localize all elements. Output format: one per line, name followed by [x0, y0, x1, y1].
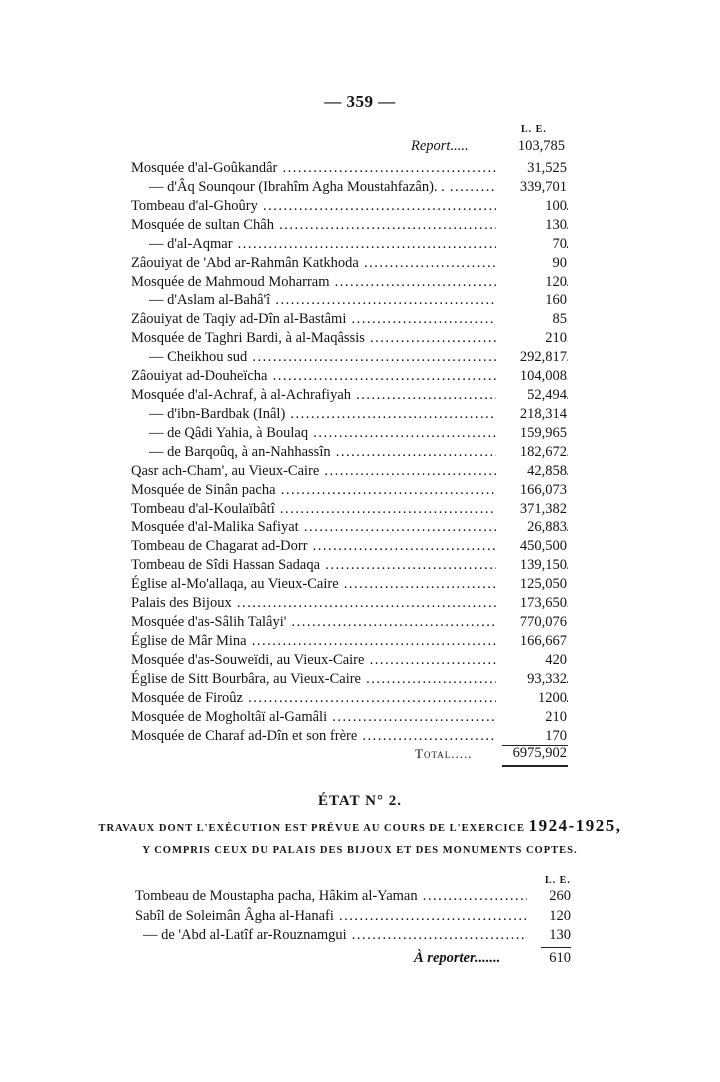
ledger-row — [131, 670, 568, 689]
ledger-label: Mosquée de Firoûz ..... — [131, 689, 568, 708]
ledger-label: Tombeau de Chagarat ad-Dorr ..... — [131, 537, 568, 556]
ledger-amount: 210 — [496, 329, 567, 348]
ledger-row — [131, 443, 568, 462]
page-number: — 359 — — [324, 92, 396, 111]
ledger-row — [131, 405, 568, 424]
ledger-amount: 85 — [496, 310, 567, 329]
report-label: Report..... — [411, 138, 469, 154]
ledger-amount: 166,667 — [496, 632, 567, 651]
ledger-label: — de Barqoûq, à an-Nahhassîn ..... — [131, 443, 568, 462]
total-double-rule — [502, 765, 568, 767]
ledger-label: Mosquée de Sinân pacha ..... — [131, 481, 568, 500]
ledger-row — [131, 329, 568, 348]
ledger-row — [131, 689, 568, 708]
state-caption-year: 1924-1925, — [528, 816, 622, 835]
ledger-label: Mosquée d'as-Sâlih Talâyi' ..... — [131, 613, 568, 632]
ledger-amount: 182,672 — [496, 443, 567, 462]
ledger-amount: 31,525 — [496, 159, 567, 178]
ledger-label: Qasr ach-Cham', au Vieux-Caire ..... — [131, 462, 568, 481]
ledger-row — [131, 310, 568, 329]
ledger-label: Sabîl de Soleimân Âgha al-Hanafi ..... — [135, 907, 571, 926]
ledger-label: Zâouiyat ad-Douheïcha ..... — [131, 367, 568, 386]
ledger-label: Mosquée de sultan Châh ..... — [131, 216, 568, 235]
ledger-label: Palais des Bijoux ..... — [131, 594, 568, 613]
ledger-amount: 173,650 — [496, 594, 567, 613]
ledger-label: Église de Mâr Mina ..... — [131, 632, 568, 651]
carry-rule — [541, 947, 571, 948]
ledger-amount: 93,332 — [496, 670, 567, 689]
ledger-amount: 26,883 — [496, 518, 567, 537]
ledger-amount: 130 — [527, 926, 571, 945]
ledger-row — [131, 708, 568, 727]
ledger-label: Mosquée de Mahmoud Moharram ..... — [131, 273, 568, 292]
ledger-amount: 770,076 — [496, 613, 567, 632]
state-caption-line-1 — [0, 816, 720, 836]
ledger-amount: 125,050 — [496, 575, 567, 594]
ledger-label: Mosquée de Taghri Bardi, à al-Maqâssis ..... — [131, 329, 568, 348]
state-title: ÉTAT N° 2. — [318, 793, 402, 809]
ledger-amount: 120 — [527, 907, 571, 926]
ledger-label: — d'al-Aqmar ..... — [131, 235, 568, 254]
ledger-label: Tombeau d'al-Koulaïbâtî ..... — [131, 500, 568, 519]
ledger-label: Tombeau d'al-Ghoûry ..... — [131, 197, 568, 216]
ledger-label: Église al-Mo'allaqa, au Vieux-Caire ..... — [131, 575, 568, 594]
ledger-amount: 218,314 — [496, 405, 567, 424]
ledger-row — [131, 291, 568, 310]
ledger-label: — Cheikhou sud ..... — [131, 348, 568, 367]
ledger-amount: 120 — [496, 273, 567, 292]
ledger-row — [131, 235, 568, 254]
ledger-row — [135, 887, 571, 906]
ledger-amount: 100 — [496, 197, 567, 216]
ledger-row — [131, 178, 568, 197]
ledger-row — [131, 518, 568, 537]
ledger-label: Tombeau de Sîdi Hassan Sadaqa ..... — [131, 556, 568, 575]
ledger-amount: 42,858 — [496, 462, 567, 481]
ledger-row — [131, 386, 568, 405]
ledger-row — [131, 254, 568, 273]
ledger-label: Mosquée de Charaf ad-Dîn et son frère ..... — [131, 727, 568, 746]
ledger-label: Zâouiyat de Taqiy ad-Dîn al-Bastâmi ..... — [131, 310, 568, 329]
ledger-amount: 170 — [496, 727, 567, 746]
ledger-row — [131, 216, 568, 235]
ledger-row — [131, 727, 568, 746]
ledger-amount: 104,008 — [496, 367, 567, 386]
ledger-label: Mosquée d'al-Goûkandâr ..... — [131, 159, 568, 178]
total-value: 6975,902 — [512, 745, 567, 761]
ledger-amount: 450,500 — [496, 537, 567, 556]
ledger-amount: 371,382 — [496, 500, 567, 519]
carry-label: À reporter....... — [414, 950, 501, 966]
ledger-row — [131, 632, 568, 651]
ledger-amount: 90 — [496, 254, 567, 273]
ledger-row — [131, 424, 568, 443]
ledger-row — [131, 159, 568, 178]
ledger-label: Tombeau de Moustapha pacha, Hâkim al-Yaman ..... — [135, 887, 571, 906]
ledger-row — [131, 556, 568, 575]
ledger-amount: 70 — [496, 235, 567, 254]
ledger-label: Mosquée d'as-Souweïdi, au Vieux-Caire ..... — [131, 651, 568, 670]
unit-header-2: L. E. — [545, 875, 571, 886]
ledger-row — [131, 273, 568, 292]
ledger-amount: 166,073 — [496, 481, 567, 500]
report-value: 103,785 — [517, 138, 565, 154]
ledger-row — [131, 348, 568, 367]
ledger-row — [135, 907, 571, 926]
ledger-row — [135, 926, 571, 945]
total-label: Total..... — [415, 746, 473, 761]
ledger-row — [131, 197, 568, 216]
ledger-amount: 52,494 — [496, 386, 567, 405]
ledger-amount: 420 — [496, 651, 567, 670]
ledger-amount: 1200 — [496, 689, 567, 708]
ledger-label: — d'Aslam al-Bahâ'î ..... — [131, 291, 568, 310]
ledger-label: Église de Sitt Bourbâra, au Vieux-Caire ..... — [131, 670, 568, 689]
ledger-label: — d'Âq Sounqour (Ibrahîm Agha Moustahfazân). . ..... — [131, 178, 568, 197]
ledger-row — [131, 594, 568, 613]
ledger-label: Mosquée de Mogholtâï al-Gamâli ..... — [131, 708, 568, 727]
carry-value: 610 — [549, 950, 571, 966]
unit-header: L. E. — [521, 124, 547, 135]
ledger-label: — de 'Abd al-Latîf ar-Rouznamgui ..... — [135, 926, 571, 945]
ledger-row — [131, 537, 568, 556]
ledger-amount: 210 — [496, 708, 567, 727]
state-caption-line-2: Y COMPRIS CEUX DU PALAIS DES BIJOUX ET DES MONUMENTS COPTES. — [142, 845, 578, 856]
ledger-row — [131, 651, 568, 670]
ledger-row — [131, 613, 568, 632]
ledger-row — [131, 500, 568, 519]
ledger-amount: 139,150 — [496, 556, 567, 575]
ledger-label: Mosquée d'al-Malika Safiyat ..... — [131, 518, 568, 537]
state-caption-text: TRAVAUX DONT L'EXÉCUTION EST PRÉVUE AU COURS DE L'EXERCICE — [98, 823, 525, 834]
ledger-amount: 160 — [496, 291, 567, 310]
ledger-label: — d'ibn-Bardbak (Inâl) ..... — [131, 405, 568, 424]
ledger-amount: 130 — [496, 216, 567, 235]
ledger-label: — de Qâdi Yahia, à Boulaq ..... — [131, 424, 568, 443]
ledger-row — [131, 462, 568, 481]
ledger-amount: 260 — [527, 887, 571, 906]
ledger-amount: 292,817 — [496, 348, 567, 367]
ledger-label: Mosquée d'al-Achraf, à al-Achrafiyah ..... — [131, 386, 568, 405]
ledger-label: Zâouiyat de 'Abd ar-Rahmân Katkhoda ..... — [131, 254, 568, 273]
ledger-row — [131, 367, 568, 386]
ledger-amount: 339,701 — [496, 178, 567, 197]
ledger-amount: 159,965 — [496, 424, 567, 443]
ledger-row — [131, 481, 568, 500]
ledger-row — [131, 575, 568, 594]
